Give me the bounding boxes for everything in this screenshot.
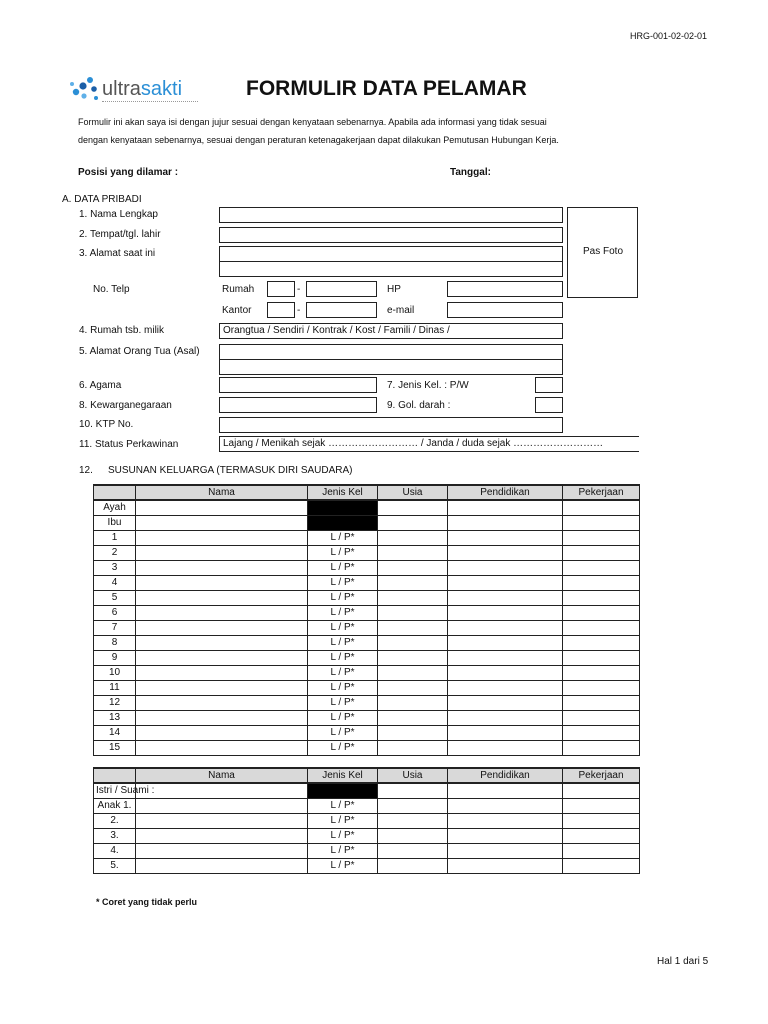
section-12-number: 12. [79,465,93,476]
family-cell-pendidikan[interactable] [448,545,563,560]
spouse-cell-usia[interactable] [378,858,448,873]
family-header-col-3: Usia [378,485,448,500]
pas-foto-label: Pas Foto [583,246,624,257]
spouse-cell-pendidikan[interactable] [448,828,563,843]
family-cell-label: 12 [94,695,136,710]
family-cell-usia[interactable] [378,605,448,620]
spouse-row [94,798,640,813]
family-row [94,620,640,635]
family-cell-label: 8 [94,635,136,650]
hp-label: HP [387,284,401,295]
family-row [94,740,640,755]
email-field[interactable] [447,302,563,318]
logo-tagline [102,101,198,104]
spouse-cell-pekerjaan[interactable] [563,828,640,843]
family-cell-label: 9 [94,650,136,665]
family-cell-usia[interactable] [378,740,448,755]
family-cell-nama[interactable] [136,665,308,680]
family-cell-label: 14 [94,725,136,740]
family-header-col-4: Pendidikan [448,485,563,500]
family-cell-pendidikan[interactable] [448,590,563,605]
spouse-header-col-0 [94,768,136,783]
family-cell-pekerjaan[interactable] [563,515,640,530]
family-cell-label: 4 [94,575,136,590]
family-cell-usia[interactable] [378,725,448,740]
family-cell-nama[interactable] [136,500,308,515]
spouse-cell-jenis-kel[interactable]: L / P* [308,858,378,873]
page-number: Hal 1 dari 5 [657,956,709,967]
kantor-number-field[interactable] [306,302,377,318]
family-cell-usia[interactable] [378,560,448,575]
family-row [94,560,640,575]
alamat-ortu-field-1[interactable] [219,344,563,360]
company-logo [68,72,218,112]
intro-line-1: Formulir ini akan saya isi dengan jujur sesuai dengan kenyataan sebenarnya. Apabila ada informasi yang tidak sesuai [78,117,547,127]
spouse-cell-nama[interactable] [136,843,308,858]
family-cell-pekerjaan[interactable] [563,575,640,590]
nama-label: 1. Nama Lengkap [79,209,158,220]
family-cell-label: 1 [94,530,136,545]
spouse-cell-label: 5. [94,858,136,873]
agama-label: 6. Agama [79,380,122,391]
family-cell-pendidikan[interactable] [448,665,563,680]
spouse-cell-nama[interactable] [136,858,308,873]
family-cell-usia[interactable] [378,695,448,710]
spouse-cell-pekerjaan[interactable] [563,783,640,798]
rumah-area-code-field[interactable] [267,281,295,297]
spouse-cell-usia[interactable] [378,783,448,798]
spouse-cell-pendidikan[interactable] [448,858,563,873]
family-row [94,650,640,665]
jenis-kel-label: 7. Jenis Kel. : P/W [387,380,469,391]
spouse-cell-label: 3. [94,828,136,843]
family-cell-pendidikan[interactable] [448,710,563,725]
family-cell-pendidikan[interactable] [448,620,563,635]
family-cell-pendidikan[interactable] [448,650,563,665]
family-cell-jenis-kel[interactable]: L / P* [308,740,378,755]
family-cell-usia[interactable] [378,545,448,560]
family-cell-pendidikan[interactable] [448,740,563,755]
spouse-header-col-1: Nama [136,768,308,783]
alamat-label: 3. Alamat saat ini [79,248,156,259]
family-cell-label: Ibu [94,515,136,530]
email-label: e-mail [387,305,415,316]
spouse-row [94,813,640,828]
spouse-row [94,858,640,873]
spouse-cell-usia[interactable] [378,828,448,843]
ttl-field[interactable] [219,227,563,243]
family-cell-nama[interactable] [136,530,308,545]
family-cell-nama[interactable] [136,545,308,560]
family-cell-nama[interactable] [136,695,308,710]
family-cell-jenis-kel[interactable]: L / P* [308,545,378,560]
jenis-kel-field[interactable] [535,377,563,393]
nama-field[interactable] [219,207,563,223]
spouse-cell-pekerjaan[interactable] [563,843,640,858]
spouse-cell-jenis-kel[interactable]: L / P* [308,828,378,843]
family-cell-nama[interactable] [136,650,308,665]
family-cell-jenis-kel [308,515,378,530]
alamat-ortu-field-2[interactable] [219,359,563,375]
family-table [93,484,640,756]
spouse-cell-label: Anak 1. [94,798,136,813]
family-row [94,695,640,710]
spouse-table [93,767,640,874]
family-cell-jenis-kel[interactable]: L / P* [308,650,378,665]
family-row [94,590,640,605]
family-cell-usia[interactable] [378,635,448,650]
family-header-col-5: Pekerjaan [563,485,640,500]
rumah-milik-options: Orangtua / Sendiri / Kontrak / Kost / Famili / Dinas / [223,325,450,336]
family-cell-jenis-kel[interactable]: L / P* [308,575,378,590]
family-row [94,680,640,695]
family-row [94,530,640,545]
logo-mark-icon [68,74,104,104]
spouse-cell-label: 4. [94,843,136,858]
spouse-cell-usia[interactable] [378,813,448,828]
family-cell-usia[interactable] [378,710,448,725]
family-header-col-0 [94,485,136,500]
spouse-cell-pekerjaan[interactable] [563,858,640,873]
family-cell-label: 6 [94,605,136,620]
logo-text-sakti: sakti [140,78,183,100]
family-cell-pekerjaan[interactable] [563,530,640,545]
spouse-cell-nama[interactable] [136,783,308,798]
family-cell-nama[interactable] [136,620,308,635]
family-cell-pendidikan[interactable] [448,725,563,740]
spouse-cell-jenis-kel[interactable]: L / P* [308,798,378,813]
kewarganegaraan-label: 8. Kewarganegaraan [79,400,172,411]
family-cell-jenis-kel[interactable]: L / P* [308,590,378,605]
family-row [94,710,640,725]
family-row [94,515,640,530]
family-cell-pendidikan[interactable] [448,500,563,515]
family-cell-jenis-kel[interactable]: L / P* [308,635,378,650]
family-cell-pekerjaan[interactable] [563,605,640,620]
spouse-cell-jenis-kel[interactable]: L / P* [308,813,378,828]
alamat-field-1[interactable] [219,246,563,262]
family-cell-pendidikan[interactable] [448,530,563,545]
spouse-cell-pendidikan[interactable] [448,813,563,828]
family-cell-jenis-kel[interactable]: L / P* [308,560,378,575]
family-cell-pendidikan[interactable] [448,515,563,530]
family-cell-jenis-kel[interactable]: L / P* [308,710,378,725]
family-cell-nama[interactable] [136,740,308,755]
family-row [94,500,640,515]
family-cell-pekerjaan[interactable] [563,635,640,650]
family-row [94,545,640,560]
page-title: FORMULIR DATA PELAMAR [246,77,527,100]
family-cell-label: 15 [94,740,136,755]
spouse-row [94,783,640,798]
family-cell-jenis-kel[interactable]: L / P* [308,680,378,695]
family-cell-label: 10 [94,665,136,680]
family-cell-pendidikan[interactable] [448,605,563,620]
gol-darah-label: 9. Gol. darah : [387,400,451,411]
ktp-field[interactable] [219,417,563,433]
family-cell-pekerjaan[interactable] [563,680,640,695]
document-code: HRG-001-02-02-01 [630,31,708,41]
rumah-dash: - [297,284,301,295]
family-cell-pendidikan[interactable] [448,560,563,575]
family-cell-label: 2 [94,545,136,560]
spouse-header-col-3: Usia [378,768,448,783]
posisi-label: Posisi yang dilamar : [78,167,179,178]
family-cell-nama[interactable] [136,710,308,725]
spouse-cell-label: 2. [94,813,136,828]
spouse-table-header [94,768,640,783]
spouse-cell-jenis-kel[interactable]: L / P* [308,843,378,858]
tanggal-label: Tanggal: [450,167,491,178]
spouse-header-col-5: Pekerjaan [563,768,640,783]
spouse-row [94,843,640,858]
family-cell-nama[interactable] [136,605,308,620]
spouse-row [94,828,640,843]
spouse-header-col-2: Jenis Kel [308,768,378,783]
telp-label: No. Telp [93,284,130,295]
family-cell-usia[interactable] [378,650,448,665]
alamat-field-2[interactable] [219,261,563,277]
ktp-label: 10. KTP No. [79,419,134,430]
family-cell-nama[interactable] [136,560,308,575]
kewarganegaraan-field[interactable] [219,397,377,413]
spouse-cell-nama[interactable] [136,813,308,828]
family-cell-pendidikan[interactable] [448,635,563,650]
family-cell-pekerjaan[interactable] [563,620,640,635]
family-cell-label: 5 [94,590,136,605]
rumah-label: Rumah [222,284,255,295]
spouse-header-col-4: Pendidikan [448,768,563,783]
family-cell-jenis-kel[interactable]: L / P* [308,605,378,620]
spouse-cell-jenis-kel [308,783,378,798]
family-cell-nama[interactable] [136,575,308,590]
spouse-cell-nama[interactable] [136,828,308,843]
family-header-col-1: Nama [136,485,308,500]
status-options: Lajang / Menikah sejak ……………………… / Janda / duda sejak ……………………… [223,438,604,449]
spouse-cell-label: Istri / Suami : [94,783,136,798]
family-row [94,635,640,650]
family-cell-usia[interactable] [378,575,448,590]
family-cell-jenis-kel[interactable]: L / P* [308,695,378,710]
family-cell-jenis-kel[interactable]: L / P* [308,530,378,545]
spouse-cell-pekerjaan[interactable] [563,798,640,813]
kantor-dash: - [297,305,301,316]
family-cell-usia[interactable] [378,515,448,530]
family-cell-pekerjaan[interactable] [563,545,640,560]
family-cell-jenis-kel [308,500,378,515]
family-cell-label: 11 [94,680,136,695]
hp-field[interactable] [447,281,563,297]
family-cell-label: Ayah [94,500,136,515]
spouse-cell-nama[interactable] [136,798,308,813]
family-cell-usia[interactable] [378,500,448,515]
family-row [94,575,640,590]
family-cell-jenis-kel[interactable]: L / P* [308,665,378,680]
family-cell-pekerjaan[interactable] [563,650,640,665]
family-cell-nama[interactable] [136,590,308,605]
spouse-cell-pekerjaan[interactable] [563,813,640,828]
family-cell-pekerjaan[interactable] [563,560,640,575]
family-cell-pekerjaan[interactable] [563,695,640,710]
family-cell-pekerjaan[interactable] [563,590,640,605]
logo-text-ultra: ultra [102,78,141,100]
family-cell-pekerjaan[interactable] [563,665,640,680]
family-cell-nama[interactable] [136,680,308,695]
family-cell-usia[interactable] [378,665,448,680]
family-cell-usia[interactable] [378,530,448,545]
family-cell-nama[interactable] [136,635,308,650]
family-row [94,725,640,740]
family-table-header [94,485,640,500]
family-cell-pekerjaan[interactable] [563,725,640,740]
kantor-area-code-field[interactable] [267,302,295,318]
rumah-number-field[interactable] [306,281,377,297]
family-cell-usia[interactable] [378,620,448,635]
rumah-milik-label: 4. Rumah tsb. milik [79,325,165,336]
family-cell-pendidikan[interactable] [448,695,563,710]
family-cell-jenis-kel[interactable]: L / P* [308,620,378,635]
family-cell-pendidikan[interactable] [448,575,563,590]
family-cell-pekerjaan[interactable] [563,740,640,755]
kantor-label: Kantor [222,305,252,316]
family-cell-label: 3 [94,560,136,575]
footnote: * Coret yang tidak perlu [96,897,198,907]
spouse-cell-usia[interactable] [378,843,448,858]
family-row [94,665,640,680]
family-cell-label: 13 [94,710,136,725]
family-header-col-2: Jenis Kel [308,485,378,500]
section-a-heading: A. DATA PRIBADI [62,194,142,205]
section-12-heading: SUSUNAN KELUARGA (TERMASUK DIRI SAUDARA) [108,465,353,476]
gol-darah-field[interactable] [535,397,563,413]
family-cell-pekerjaan[interactable] [563,500,640,515]
agama-field[interactable] [219,377,377,393]
intro-line-2: dengan kenyataan sebenarnya, sesuai dengan peraturan ketenagakerjaan dapat dilakukan Pemutusan Hubungan Kerja. [78,135,559,145]
family-cell-pendidikan[interactable] [448,680,563,695]
family-cell-usia[interactable] [378,680,448,695]
family-cell-jenis-kel[interactable]: L / P* [308,725,378,740]
family-cell-pekerjaan[interactable] [563,710,640,725]
spouse-cell-usia[interactable] [378,798,448,813]
spouse-cell-pendidikan[interactable] [448,783,563,798]
spouse-cell-pendidikan[interactable] [448,843,563,858]
family-row [94,605,640,620]
status-label: 11. Status Perkawinan [79,439,179,450]
family-cell-nama[interactable] [136,725,308,740]
spouse-cell-pendidikan[interactable] [448,798,563,813]
family-cell-label: 7 [94,620,136,635]
family-cell-nama[interactable] [136,515,308,530]
family-cell-usia[interactable] [378,590,448,605]
alamat-ortu-label: 5. Alamat Orang Tua (Asal) [79,346,200,357]
ttl-label: 2. Tempat/tgl. lahir [79,229,161,240]
